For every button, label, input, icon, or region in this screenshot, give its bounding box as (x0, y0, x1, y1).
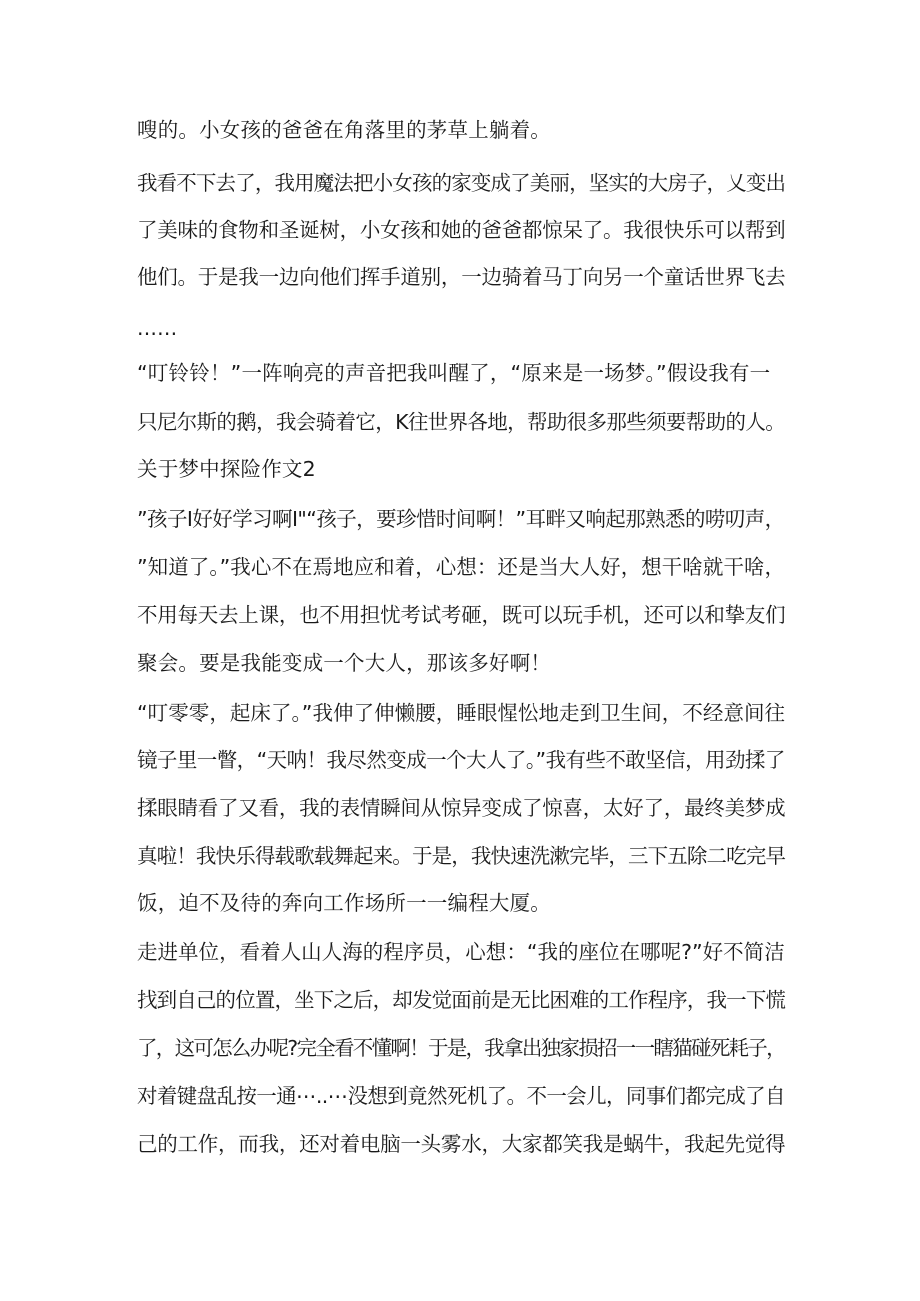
text-line: 了，这可怎么办呢?完全看不懂啊！于是，我拿出独家损招一一瞎猫碰死耗子， (137, 1036, 785, 1060)
text-line: ”知道了。”我心不在焉地应和着，心想：还是当大人好，想干啥就干啥， (137, 555, 786, 579)
text-line: 饭，迫不及待的奔向工作场所一一编程大厦。 (137, 891, 551, 915)
text-line: ...... (137, 316, 178, 340)
text-line: 走进单位，看着人山人海的程序员，心想：“我的座位在哪呢?”好不简洁 (137, 940, 785, 964)
text-line: 不用每天去上课，也不用担忧考试考砸，既可以玩手机，还可以和挚友们 (137, 603, 786, 627)
text-line: 对着键盘乱按一通⋯..⋯没想到竟然死机了。不一会儿，同事们都完成了自 (137, 1084, 785, 1108)
section-heading: 关于梦中探险作文2 (137, 457, 316, 481)
text-line: 聚会。要是我能变成一个大人，那该多好啊！ (137, 651, 551, 675)
text-line: 我看不下去了，我用魔法把小女孩的家变成了美丽，坚实的大房子，乂变出 (137, 171, 786, 195)
text-line: 揉眼睛看了又看，我的表情瞬间从惊异变成了惊喜，太好了，最终美梦成 (137, 796, 786, 820)
text-line: 镜子里一瞥，“天呐！我尽然变成一个大人了。”我有些不敢坚信，用劲揉了 (137, 748, 785, 772)
text-line: “叮零零，起床了。”我伸了伸懒腰，睡眼惺忪地走到卫生间，不经意间往 (137, 701, 786, 725)
text-line: 嗖的。小女孩的爸爸在角落里的茅草上躺着。 (137, 118, 551, 142)
text-line: “叮铃铃！”一阵响亮的声音把我叫醒了，“原来是一场梦。”假设我有一 (137, 361, 771, 385)
text-line: 只尼尔斯的鹅，我会骑着它，K往世界各地，帮助很多那些须要帮助的人。 (137, 410, 786, 434)
text-line: ”孩子I好好学习啊I"“孩子，要珍惜时间啊！”耳畔又响起那熟悉的唠叨声， (137, 507, 785, 531)
text-line: 了美味的食物和圣诞树，小女孩和她的爸爸都惊呆了。我很快乐可以帮到 (137, 218, 786, 242)
text-line: 己的工作，而我，还对着电脑一头雾水，大家都笑我是蜗牛，我起先觉得 (137, 1132, 786, 1156)
text-line: 找到自己的位置，坐下之后，却发觉面前是无比困难的工作程序，我一下慌 (137, 988, 786, 1012)
text-line: 真啦！我快乐得载歌载舞起来。于是，我快速洗漱完毕，三下五除二吃完早 (137, 844, 786, 868)
text-line: 他们。于是我一边向他们挥手道别，一边骑着马丁向另一个童话世界飞去 (137, 265, 786, 289)
